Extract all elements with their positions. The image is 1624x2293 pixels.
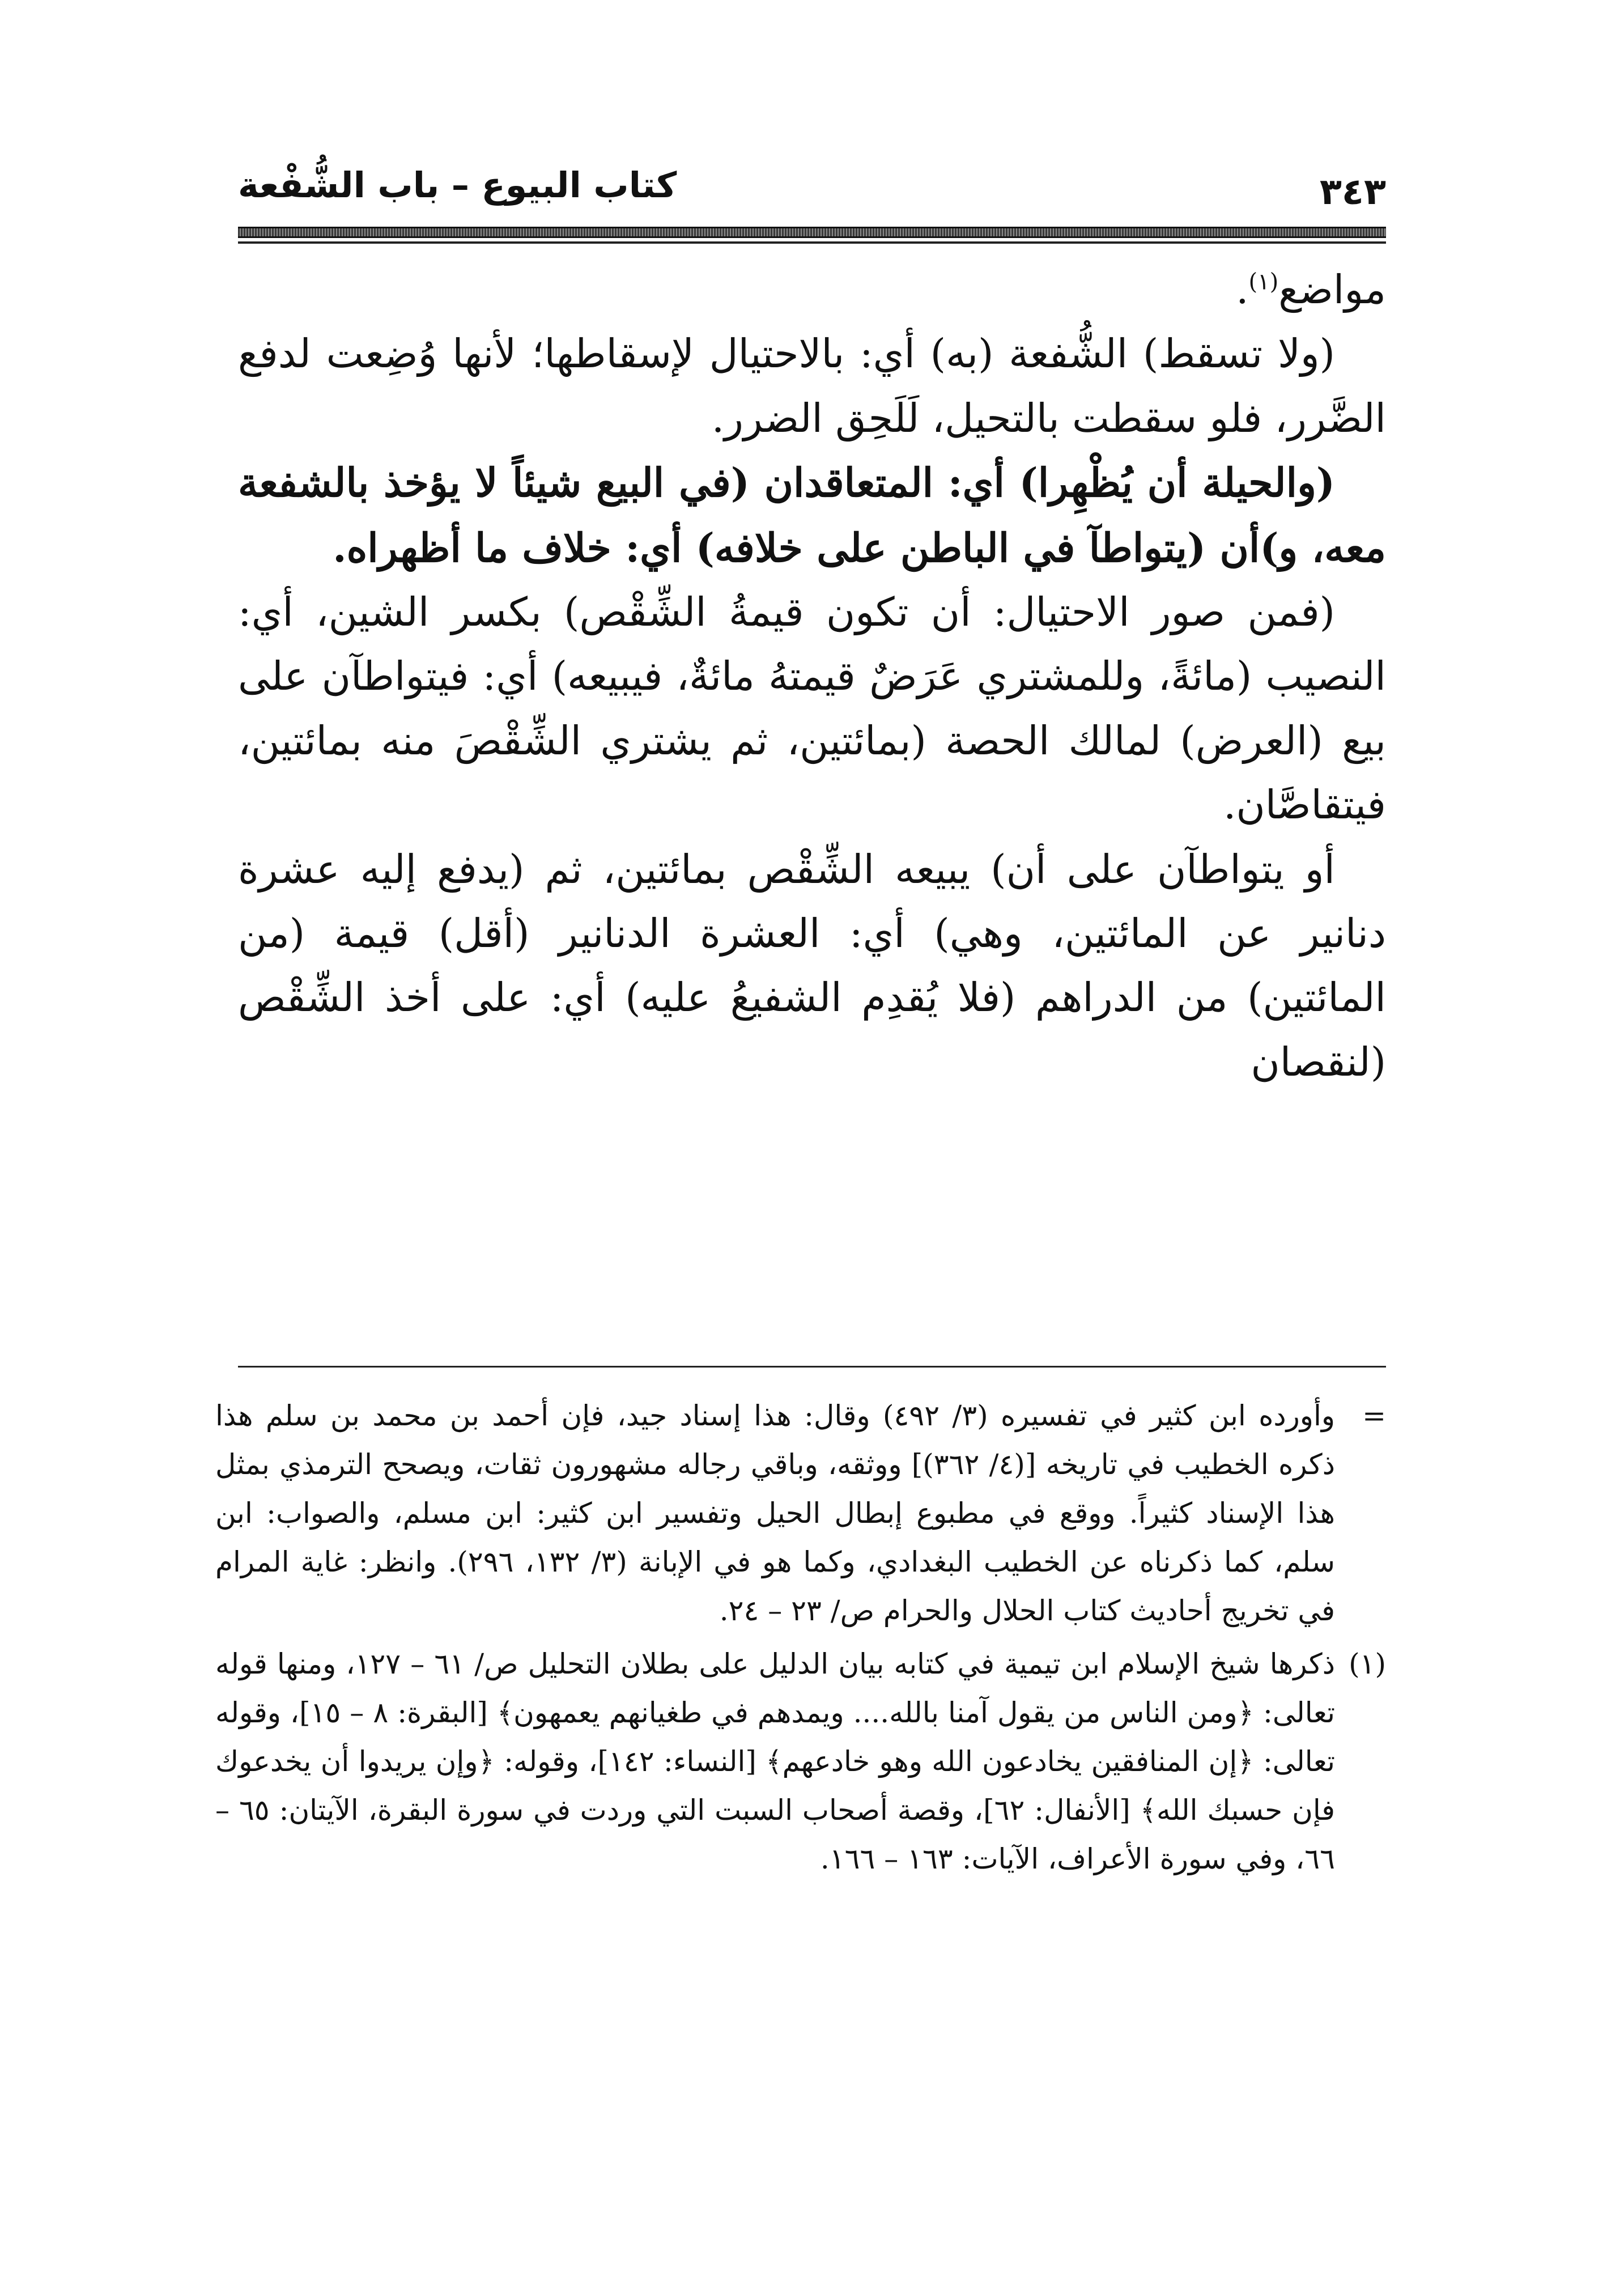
footnote-text: ذكرها شيخ الإسلام ابن تيمية في كتابه بيان الدليل على بطلان التحليل ص/ ٦١ – ١٢٧، ومنها قوله تعالى: ﴿ومن الناس من يقول آمنا بالله.... ويمدهم في طغيانهم يعمهون﴾ [البقرة: ٨ – ١٥]، وقوله تعالى: ﴿إن المنافقين يخادعون الله وهو خادعهم﴾ [النساء: ١٤٢]، وقوله: ﴿وإن يريدوا أن يخدعوك فإن حسبك الله﴾ [الأنفال: ٦٢]، وقصة أصحاب السبت التي وردت في سورة البقرة، الآيتان: ٦٥ – ٦٦، وفي سورة الأعراف، الآيات: ١٦٣ – ١٦٦. — [215, 1647, 1336, 1875]
header-rule — [238, 227, 1386, 238]
running-title: كتاب البيوع – باب الشُّفْعة — [238, 164, 677, 206]
body-paragraph — [238, 258, 1386, 322]
footnote — [215, 1640, 1386, 1883]
footnote-separator — [238, 1366, 1386, 1368]
main-text-body — [238, 258, 1386, 1094]
footnote-marker: = — [1362, 1399, 1386, 1432]
paragraph-text: . — [1236, 266, 1249, 313]
paragraph-text: (فمن صور الاحتيال: أن تكون قيمةُ الشِّقْص) بكسر الشين، أي: النصيب (مائةً، وللمشتري عَرَضٌ قيمتهُ مائةٌ، فيبيعه) أي: فيتواطآن على بيع (العرض) لمالك الحصة (بمائتين، ثم يشتري الشِّقْصَ منه بمائتين، فيتقاصَّان. — [238, 588, 1386, 829]
footnote-text: وأورده ابن كثير في تفسيره (٣/ ٤٩٢) وقال: هذا إسناد جيد، فإن أحمد بن محمد بن سلم هذا ذكره الخطيب في تاريخه [(٤/ ٣٦٢)] ووثقه، وباقي رجاله مشهورون ثقات، ويصحح الترمذي بمثل هذا الإسناد كثيراً. ووقع في مطبوع إبطال الحيل وتفسير ابن كثير: ابن مسلم، والصواب: ابن سلم، كما ذكرناه عن الخطيب البغدادي، وكما هو في الإبانة (٣/ ١٣٢، ٢٩٦). وانظر: غاية المرام في تخريج أحاديث كتاب الحلال والحرام ص/ ٢٣ – ٢٤. — [215, 1399, 1336, 1627]
body-paragraph — [238, 838, 1386, 1095]
footnote-marker: (١) — [1349, 1647, 1386, 1680]
paragraph-text: (والحيلة أن يُظْهِرا) أي: المتعاقدان (في البيع شيئاً لا يؤخذ بالشفعة معه، و)أن (يتواطآ في الباطن على خلافه) أي: خلاف ما أظهراه. — [238, 459, 1386, 571]
paragraph-text: أو يتواطآن على أن) يبيعه الشِّقْص بمائتين، ثم (يدفع إليه عشرة دنانير عن المائتين، وهي) أي: العشرة الدنانير (أقل) قيمة (من المائتين) من الدراهم (فلا يُقدِم الشفيعُ عليه) أي: على أخذ الشِّقْص (لنقصان — [238, 846, 1386, 1085]
body-paragraph — [238, 451, 1386, 580]
paragraph-text: مواضع — [1278, 266, 1386, 313]
footnote-reference: (١) — [1248, 269, 1279, 295]
paragraph-text: (ولا تسقط) الشُّفعة (به) أي: بالاحتيال لإسقاطها؛ لأنها وُضِعت لدفع الضَّرر، فلو سقطت بالتحيل، لَلَحِق الضرر. — [238, 330, 1386, 441]
page-number: ٣٤٣ — [1319, 171, 1386, 213]
body-paragraph — [238, 580, 1386, 838]
body-paragraph — [238, 322, 1386, 451]
header-rule-thin — [238, 241, 1386, 244]
running-header — [238, 160, 1386, 222]
footnote — [215, 1391, 1386, 1635]
footnotes-section — [215, 1391, 1386, 1888]
